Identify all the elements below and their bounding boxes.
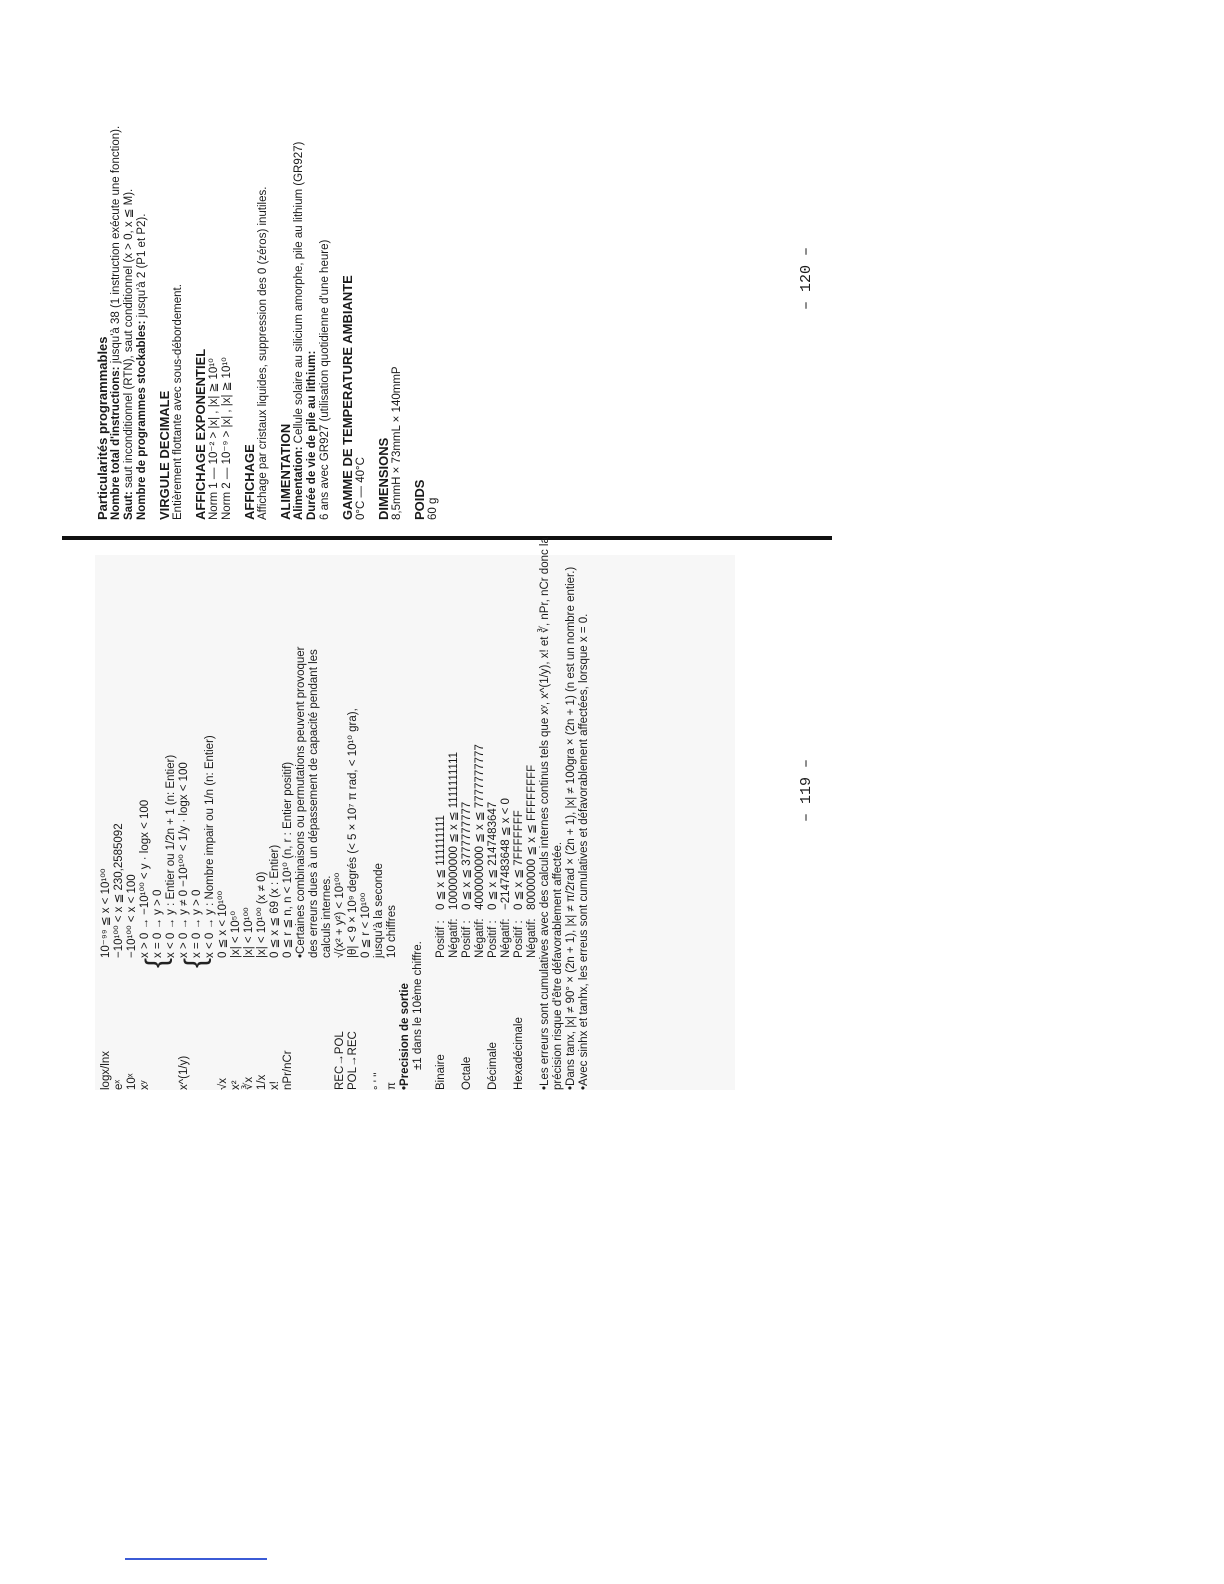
fn-row: π 10 chiffres xyxy=(386,905,398,1090)
note-cumulative: •Les erreurs sont cumulatives avec des calculs internes continus tels que xʸ, x^(1/y), x! et ∛, nPr, nCr donc la précision risque d'être défavorablement affectée. xyxy=(539,537,564,1090)
fn-row: 0 ≦ r < 10¹⁰⁰ xyxy=(360,892,372,958)
dim-text: 8,5mmH × 73mmL × 140mmP xyxy=(391,366,403,520)
xy-group: xʸ { x > 0 → −10¹⁰⁰ < y · logx < 100 x = 0 → y > 0 x < 0 → y : Entier ou 1/2n + 1 (n: Entier) xyxy=(139,754,177,1090)
expo-line: Norm 2 — 10⁻⁹ > |x| , |x| ≧ 10¹⁰ xyxy=(221,357,233,520)
page-number-119: – 119 – xyxy=(798,758,815,822)
affichage-text: Affichage par cristaux liquides, suppression des 0 (zéros) inutiles. xyxy=(257,186,269,520)
brace-icon: { xyxy=(179,957,212,968)
page-120 xyxy=(95,90,815,520)
fn-row: eˣ −10¹⁰⁰ < x ≦ 230,2585092 xyxy=(113,823,125,1090)
fn-row: x! 0 ≦ x ≦ 69 (x : Entier) xyxy=(269,844,281,1090)
page-number-120: – 120 – xyxy=(798,246,815,310)
prog-line: Saut: saut inconditionnel (RTN), saut conditionnel (x > 0, x ≦ M). xyxy=(123,188,135,520)
base-hexadecimale: Hexadécimale Positif : 0 ≦ x ≦ 7FFFFFFF Négatif: 80000000 ≦ x ≦ FFFFFFFF xyxy=(513,764,538,1090)
precision-header: •Precision de sortie xyxy=(399,983,411,1090)
fn-row: nPr/nCr 0 ≦ r ≦ n, n < 10¹⁰ (n, r : Entier positif) xyxy=(282,761,294,1090)
duree-text: 6 ans avec GR927 (utilisation quotidienne d'une heure) xyxy=(319,239,331,520)
virgule-title: VIRGULE DECIMALE xyxy=(157,390,172,520)
expo-title: AFFICHAGE EXPONENTIEL xyxy=(193,348,208,520)
dim-title: DIMENSIONS xyxy=(376,437,391,520)
prog-title: Particularités programmables xyxy=(95,336,110,520)
fn-row: √x 0 ≦ x < 10¹⁰⁰ xyxy=(217,890,229,1090)
page-119 xyxy=(100,530,720,1090)
fn-row: REC→POL √(x² + y²) < 10¹⁰⁰ xyxy=(334,872,346,1090)
fn-row: 10ˣ −10¹⁰⁰ < x < 100 xyxy=(126,874,138,1090)
brace-icon: { xyxy=(140,957,173,968)
base-binaire: Binaire Positif : 0 ≦ x ≦ 111111111 Négatif: 1000000000 ≦ x ≦ 1111111111 xyxy=(435,751,460,1090)
alim-title: ALIMENTATION xyxy=(278,423,293,520)
fn-row: ° ' '' jusqu'à la seconde xyxy=(373,863,385,1090)
prog-line: Nombre de programmes stockables: jusqu'à 2 (P1 et P2). xyxy=(136,213,148,520)
poids-title: POIDS xyxy=(412,479,427,520)
xroot-group: x^(1/y) { x > 0 → y ≠ 0 −10¹⁰⁰ < 1/y · logx < 100 x = 0 → y > 0 x < 0 → y : Nombre impair ou 1/n (n: Entier) xyxy=(178,735,216,1090)
fn-row: ∛x |x| < 10¹⁰⁰ xyxy=(243,907,255,1090)
fn-row: logx/lnx 10⁻⁹⁹ ≦ x < 10¹⁰⁰ xyxy=(100,868,112,1090)
gamme-title: GAMME DE TEMPERATURE AMBIANTE xyxy=(340,275,355,520)
prog-line: Nombre total d'instructions: jusqu'à 38 (1 instruction exécute une fonction). xyxy=(110,125,122,520)
poids-text: 60 g xyxy=(427,497,439,520)
alim-line: Alimentation: Cellule solaire au silicium amorphe, pile au lithium (GR927) xyxy=(293,141,305,520)
note-tanx: •Dans tanx, |x| ≠ 90° × (2n + 1), |x| ≠ π/2rad × (2n + 1), |x| ≠ 100gra × (2n + 1) (n est un nombre entier.) xyxy=(565,566,577,1090)
fn-row: POL→REC |θ| < 9 × 10⁹ degrés (< 5 × 10⁷ π rad, < 10¹⁰ gra), xyxy=(347,708,359,1090)
fn-row: 1/x |x| < 10¹⁰⁰ (x ≠ 0) xyxy=(256,871,268,1090)
blue-underline xyxy=(125,1558,267,1560)
base-decimale: Décimale Positif : 0 ≦ x ≦ 2147483647 Négatif: −2147483648 ≦ x < 0 xyxy=(487,798,512,1090)
duree-label: Durée de vie de pile au lithium: xyxy=(306,350,318,520)
affichage-title: AFFICHAGE xyxy=(242,444,257,520)
npr-note: •Certaines combinaisons ou permutations peuvent provoquer des erreurs dues à un dépassement de capacité pendant les calculs internes. xyxy=(295,646,333,958)
note-sinhx: •Avec sinhx et tanhx, les erreus sont cumulatives et défavorablement affectées, lorsque x = 0. xyxy=(578,613,590,1090)
fn-row: x² |x| < 10⁵⁰ xyxy=(230,911,242,1090)
expo-line: Norm 1 — 10⁻² > |x| , |x| ≧ 10¹⁰ xyxy=(208,358,220,520)
npr-note-row xyxy=(295,530,334,1090)
precision-text: ±1 dans le 10ème chiffre. xyxy=(412,941,424,1070)
gamme-text: 0°C — 40°C xyxy=(355,457,367,520)
base-octale: Octale Positif : 0 ≦ x ≦ 3777777777 Négatif: 4000000000 ≦ x ≦ 7777777777 xyxy=(461,744,486,1090)
virgule-text: Entièrement flottante avec sous-débordement. xyxy=(172,284,184,520)
